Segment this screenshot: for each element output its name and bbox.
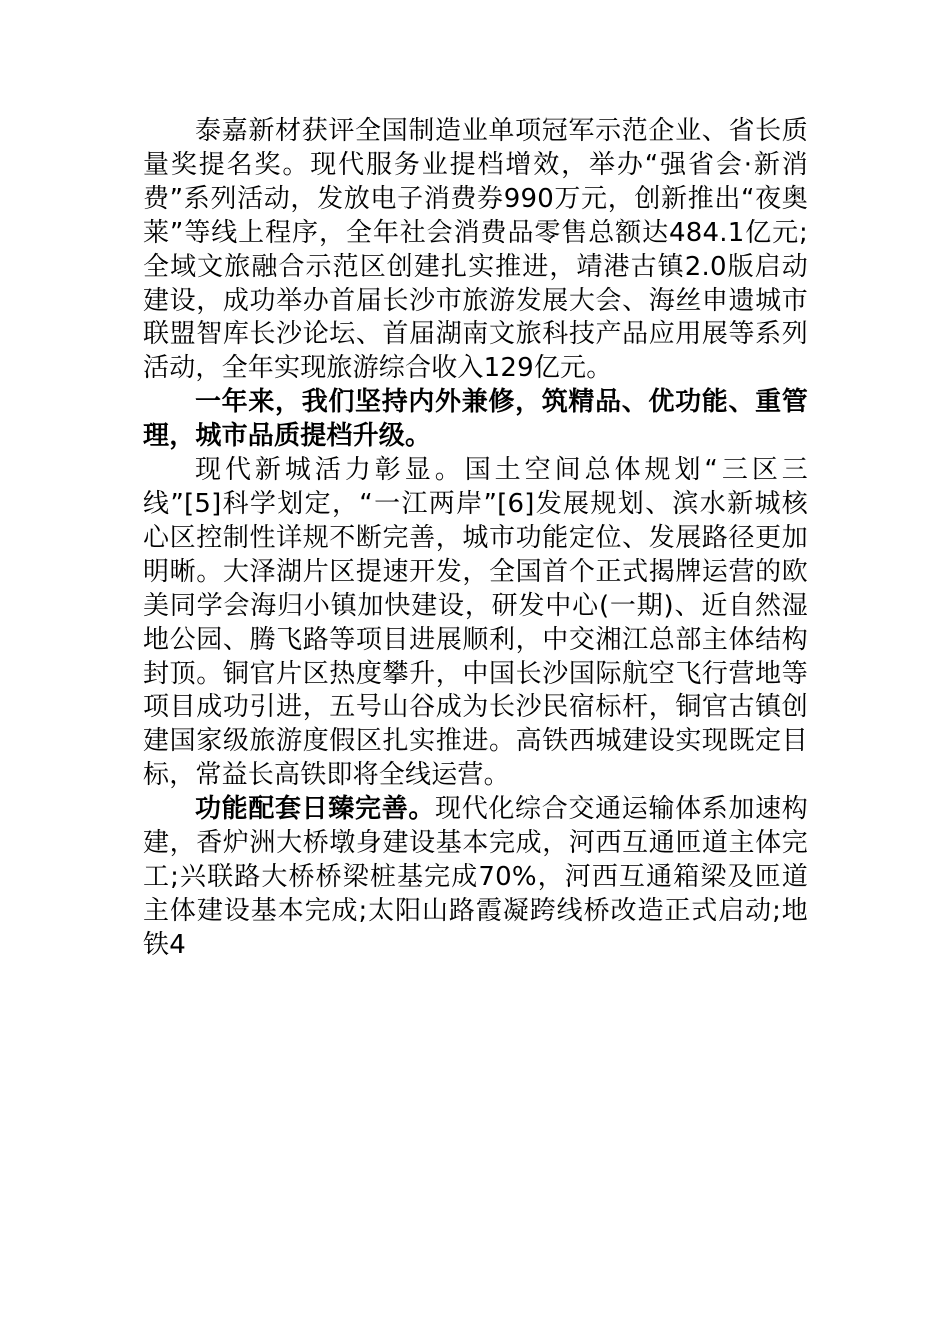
paragraph-lead-phrase: 功能配套日臻完善。: [195, 794, 436, 825]
paragraph-body-text: 现代化综合交通运输体系加速构建，香炉洲大桥墩身建设基本完成，河西互通匝道主体完工;兴联路大桥桥梁桩基完成70%，河西互通箱梁及匝道主体建设基本完成;太阳山路霞凝跨线桥改造正式启动;地铁4: [143, 794, 808, 960]
paragraph-summary-heading: 一年来，我们坚持内外兼修，筑精品、优功能、重管理，城市品质提档升级。: [143, 387, 808, 452]
paragraph-tourism-services: 泰嘉新材获评全国制造业单项冠军示范企业、省长质量奖提名奖。现代服务业提档增效，举办“强省会·新消费”系列活动，发放电子消费券990万元，创新推出“夜奥莱”等线上程序，全年社会消费品零售总额达484.1亿元;全域文旅融合示范区创建扎实推进，靖港古镇2.0版启动建设，成功举办首届长沙市旅游发展大会、海丝申遗城市联盟智库长沙论坛、首届湖南文旅科技产品应用展等系列活动，全年实现旅游综合收入129亿元。: [143, 116, 808, 384]
paragraph-function-facilities: [143, 793, 808, 963]
paragraph-new-city-vitality: 现代新城活力彰显。国土空间总体规划“三区三线”[5]科学划定，“一江两岸”[6]发展规划、滨水新城核心区控制性详规不断完善，城市功能定位、发展路径更加明晰。大泽湖片区提速开发，全国首个正式揭牌运营的欧美同学会海归小镇加快建设，研发中心(一期)、近自然湿地公园、腾飞路等项目进展顺利，中交湘江总部主体结构封顶。铜官片区热度攀升，中国长沙国际航空飞行营地等项目成功引进，五号山谷成为长沙民宿标杆，铜官古镇创建国家级旅游度假区扎实推进。高铁西城建设实现既定目标，常益长高铁即将全线运营。: [143, 455, 808, 791]
document-body: [143, 115, 808, 963]
